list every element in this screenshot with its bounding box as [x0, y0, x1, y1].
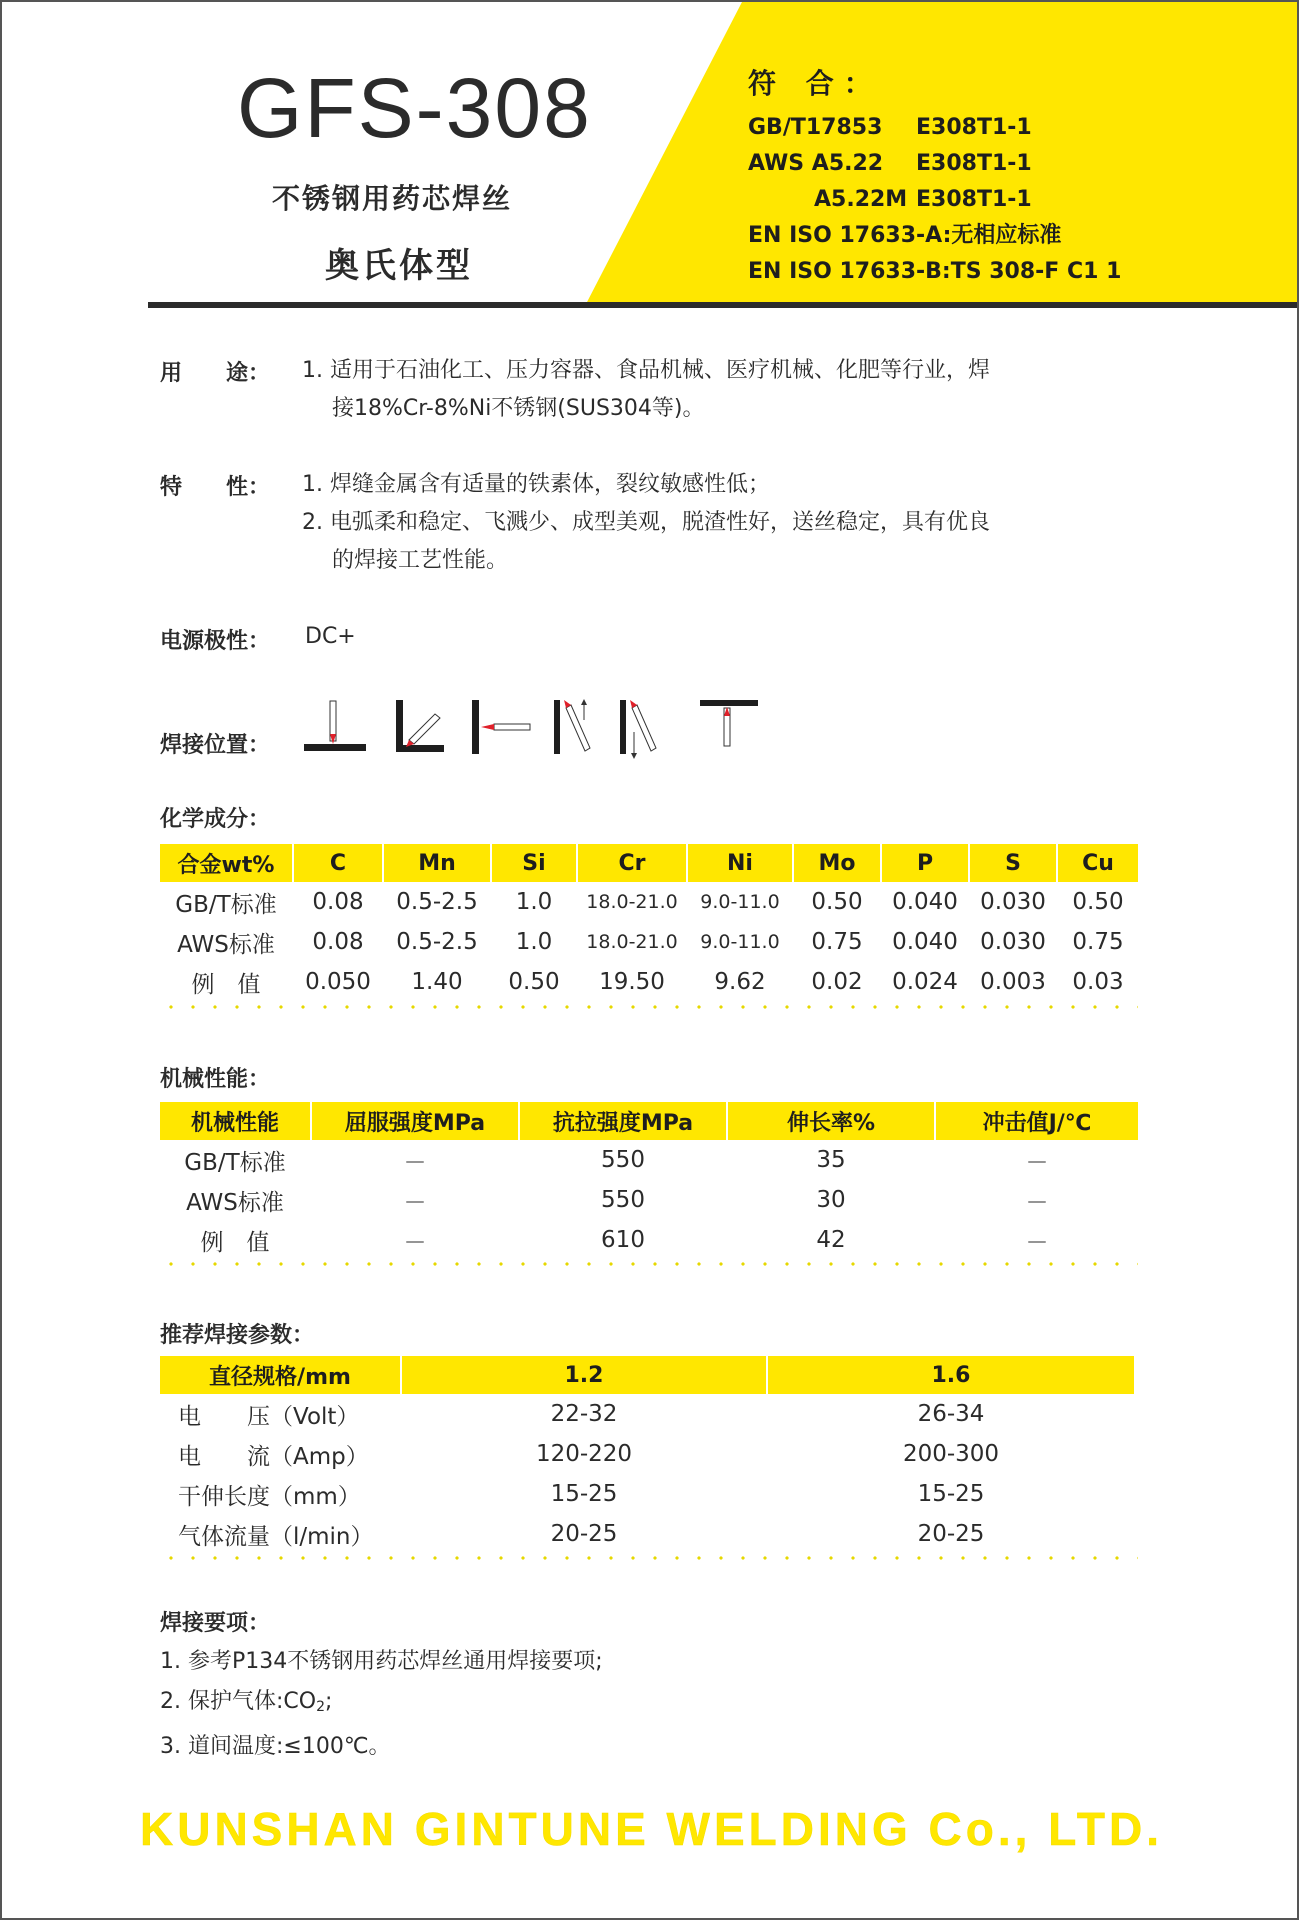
table-cell: 15-25 — [917, 1481, 985, 1507]
mechanical-label: 机械性能： — [160, 1067, 271, 1092]
standard-code: EN ISO 17633-A: — [748, 223, 952, 248]
table-cell: 0.040 — [892, 889, 958, 915]
standard-code: A5.22M — [814, 187, 908, 212]
table-cell: 例 值 — [200, 1229, 270, 1256]
table-cell: AWS标准 — [177, 931, 275, 958]
flat-position-icon — [304, 701, 366, 751]
standard-value: E308T1-1 — [916, 151, 1032, 176]
table-cell: 0.08 — [312, 929, 364, 955]
features-label: 特 性： — [160, 475, 271, 500]
chemistry-label: 化学成分： — [160, 807, 271, 832]
welding-positions — [304, 698, 764, 762]
table-cell: 电 压（Volt） — [178, 1403, 360, 1430]
params-label: 推荐焊接参数： — [160, 1323, 315, 1348]
standard-code: AWS A5.22 — [748, 151, 884, 176]
table-row — [160, 962, 1138, 1002]
company-footer: KUNSHAN GINTUNE WELDING Co., LTD. — [140, 1803, 1163, 1855]
table-cell: 0.030 — [980, 889, 1046, 915]
params-table — [160, 1356, 1138, 1554]
table-row — [160, 1220, 1138, 1260]
product-subtitle: 不锈钢用药芯焊丝 — [272, 182, 513, 215]
table-cell: － — [1025, 1149, 1049, 1176]
chemistry-header-cell: 合金wt% — [160, 844, 292, 882]
table-row — [160, 1140, 1138, 1180]
standard-line — [748, 146, 1121, 182]
mechanical-table — [160, 1102, 1138, 1260]
standard-code: GB/T17853 — [748, 115, 883, 140]
chemistry-header-cell: P — [882, 844, 968, 882]
table-cell: － — [1025, 1229, 1049, 1256]
table-row — [160, 1474, 1138, 1514]
table-cell: － — [403, 1189, 427, 1216]
overhead-position-icon — [700, 700, 758, 746]
table-cell: 0.5-2.5 — [396, 889, 478, 915]
table-row — [160, 882, 1138, 922]
table-cell: 0.050 — [305, 969, 371, 995]
table-cell: － — [403, 1229, 427, 1256]
table-cell: 120-220 — [535, 1441, 633, 1467]
table-cell: 1.40 — [411, 969, 463, 995]
usage-label: 用 途： — [160, 361, 271, 386]
table-row — [160, 1514, 1138, 1554]
table-cell: 18.0-21.0 — [586, 931, 678, 953]
chemistry-header-cell: Cr — [578, 844, 686, 882]
product-type: 奥氏体型 — [325, 246, 473, 286]
standard-value: 无相应标准 — [951, 223, 1062, 248]
standard-value: E308T1-1 — [916, 187, 1032, 212]
standard-value: TS 308-F C1 1 — [950, 259, 1122, 284]
standard-value: E308T1-1 — [916, 115, 1032, 140]
table-cell: 0.75 — [811, 929, 863, 955]
table-cell: 20-25 — [550, 1521, 618, 1547]
table-cell: 18.0-21.0 — [586, 891, 678, 913]
table-cell: 干伸长度（mm） — [178, 1483, 361, 1510]
chemistry-header-cell: S — [970, 844, 1056, 882]
table-cell: 0.75 — [1072, 929, 1124, 955]
table-cell: － — [403, 1149, 427, 1176]
table-cell: AWS标准 — [186, 1189, 284, 1216]
features-line: 2. 电弧柔和稳定、飞溅少、成型美观，脱渣性好，送丝稳定，具有优良 — [302, 510, 990, 535]
table-cell: 0.024 — [892, 969, 958, 995]
standard-line — [748, 110, 1121, 146]
note-item — [160, 1682, 603, 1727]
table-cell: 20-25 — [917, 1521, 985, 1547]
table-row — [160, 1394, 1138, 1434]
usage-line: 接18%Cr-8%Ni不锈钢(SUS304等)。 — [332, 396, 705, 421]
mechanical-header-cell: 屈服强度MPa — [312, 1102, 518, 1140]
usage-text — [302, 352, 1142, 428]
note-text: 2. 保护气体:CO — [160, 1689, 317, 1714]
table-cell: 0.08 — [312, 889, 364, 915]
table-cell: 0.5-2.5 — [396, 929, 478, 955]
horizontal-fillet-icon — [396, 700, 444, 752]
table-cell: 22-32 — [550, 1401, 618, 1427]
standards-heading: 符 合： — [748, 67, 882, 100]
note-item: 3. 道间温度:≤100℃。 — [160, 1734, 391, 1759]
mechanical-header-cell: 伸长率% — [728, 1102, 934, 1140]
features-line: 1. 焊缝金属含有适量的铁素体，裂纹敏感性低； — [302, 472, 770, 497]
chemistry-header-cell: C — [294, 844, 382, 882]
note-text: ; — [325, 1689, 333, 1714]
table-cell: 9.0-11.0 — [700, 891, 780, 913]
dotted-divider — [160, 1262, 1138, 1266]
standard-line — [748, 254, 1121, 290]
params-header-cell: 1.2 — [402, 1356, 766, 1394]
table-cell: 9.62 — [714, 969, 766, 995]
table-cell: 0.03 — [1072, 969, 1124, 995]
mechanical-header-cell: 冲击值J/℃ — [936, 1102, 1138, 1140]
table-cell: 15-25 — [550, 1481, 618, 1507]
table-row — [160, 1434, 1138, 1474]
standards-block — [748, 62, 1121, 290]
header-divider — [148, 302, 1299, 308]
chemistry-table — [160, 844, 1138, 1002]
table-cell: GB/T标准 — [175, 891, 277, 918]
table-cell: 35 — [816, 1147, 846, 1173]
features-text — [302, 466, 1142, 580]
product-title: GFS-308 — [237, 61, 592, 155]
table-cell: 200-300 — [902, 1441, 1000, 1467]
vertical-up-icon — [554, 699, 590, 754]
table-cell: 0.040 — [892, 929, 958, 955]
polarity-label: 电源极性： — [160, 629, 271, 654]
table-cell: GB/T标准 — [184, 1149, 286, 1176]
features-line: 的焊接工艺性能。 — [332, 548, 509, 573]
table-cell: 26-34 — [917, 1401, 985, 1427]
table-cell: 0.50 — [811, 889, 863, 915]
table-cell: － — [1025, 1189, 1049, 1216]
table-row — [160, 922, 1138, 962]
usage-line: 1. 适用于石油化工、压力容器、食品机械、医疗机械、化肥等行业，焊 — [302, 358, 990, 383]
chemistry-header-cell: Cu — [1058, 844, 1138, 882]
table-cell: 气体流量（l/min） — [178, 1523, 374, 1550]
table-cell: 0.50 — [1072, 889, 1124, 915]
params-header-row — [160, 1356, 1138, 1394]
mechanical-header-row — [160, 1102, 1138, 1140]
table-cell: 42 — [816, 1227, 846, 1253]
note-item: 1. 参考P134不锈钢用药芯焊丝通用焊接要项; — [160, 1649, 603, 1674]
table-row — [160, 1180, 1138, 1220]
table-cell: 1.0 — [515, 889, 553, 915]
table-cell: 例 值 — [191, 971, 261, 998]
table-cell: 30 — [816, 1187, 846, 1213]
chemistry-header-cell: Mo — [794, 844, 880, 882]
table-cell: 19.50 — [599, 969, 665, 995]
table-cell: 0.003 — [980, 969, 1046, 995]
vertical-down-icon — [620, 700, 656, 759]
table-cell: 1.0 — [515, 929, 553, 955]
table-cell: 电 流（Amp） — [178, 1443, 369, 1470]
notes-list — [160, 1642, 603, 1767]
params-header-cell: 直径规格/mm — [160, 1356, 400, 1394]
table-cell: 610 — [601, 1227, 645, 1253]
standard-line — [748, 182, 1121, 218]
notes-label: 焊接要项： — [160, 1611, 271, 1636]
dotted-divider — [160, 1556, 1138, 1560]
chemistry-header-cell: Ni — [688, 844, 792, 882]
table-cell: 0.50 — [508, 969, 560, 995]
horizontal-position-icon — [472, 700, 530, 754]
table-cell: 0.02 — [811, 969, 863, 995]
mechanical-header-cell: 抗拉强度MPa — [520, 1102, 726, 1140]
chemistry-header-cell: Si — [492, 844, 576, 882]
table-cell: 550 — [601, 1147, 645, 1173]
positions-label: 焊接位置： — [160, 733, 271, 758]
table-cell: 9.0-11.0 — [700, 931, 780, 953]
standard-code: EN ISO 17633-B: — [748, 259, 951, 284]
standard-line — [748, 218, 1121, 254]
mechanical-header-cell: 机械性能 — [160, 1102, 310, 1140]
polarity-value: DC+ — [305, 624, 356, 649]
table-cell: 550 — [601, 1187, 645, 1213]
params-header-cell: 1.6 — [768, 1356, 1134, 1394]
dotted-divider — [160, 1005, 1138, 1009]
note-subscript: 2 — [316, 1699, 325, 1715]
chemistry-header-row — [160, 844, 1138, 882]
table-cell: 0.030 — [980, 929, 1046, 955]
chemistry-header-cell: Mn — [384, 844, 490, 882]
